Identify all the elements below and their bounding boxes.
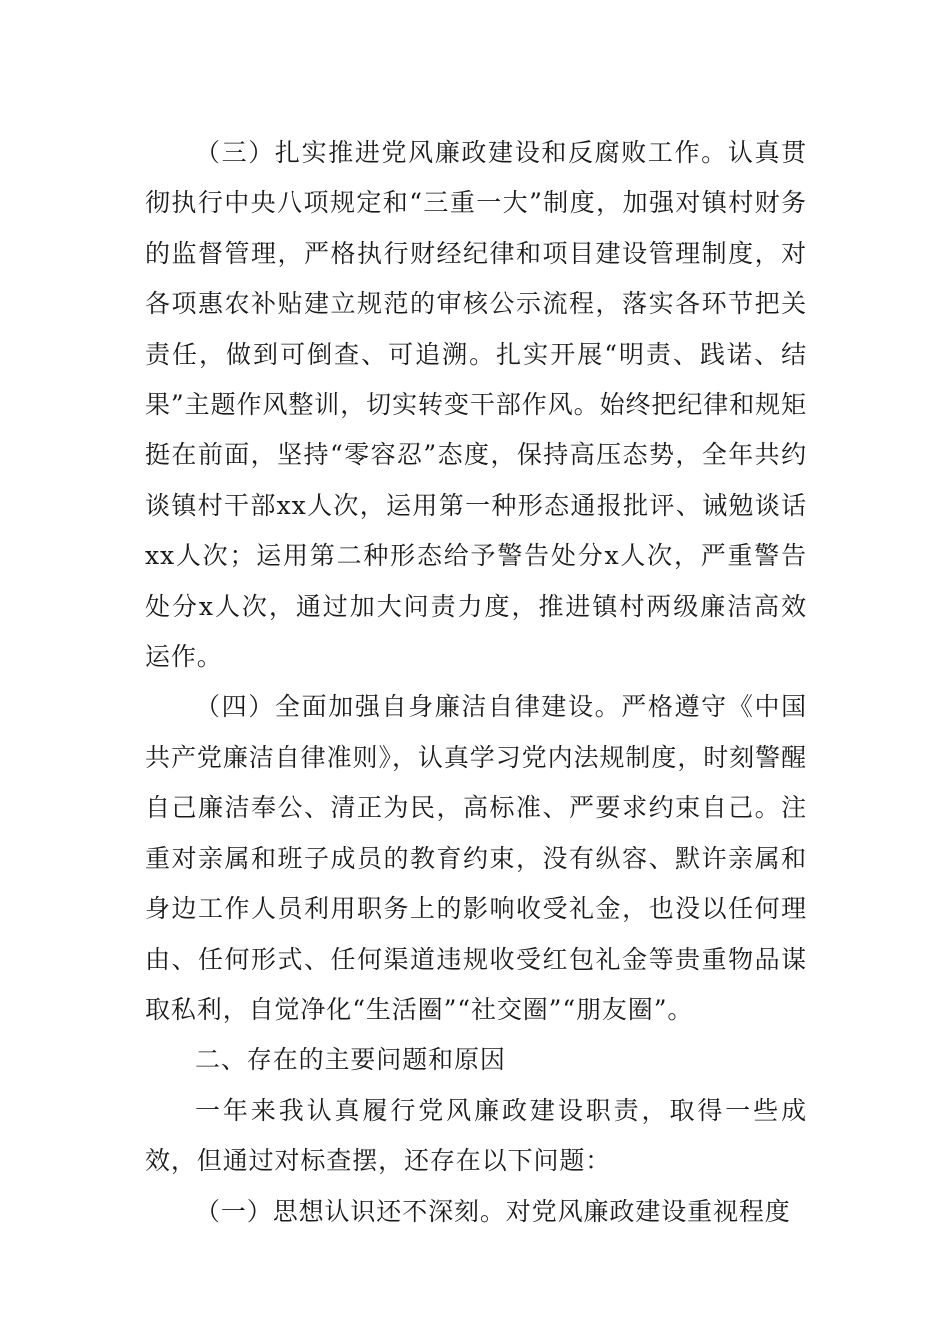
section-heading-main-problems: 二、存在的主要问题和原因: [195, 1045, 506, 1075]
paragraph-ideological-awareness: （一）思想认识还不深刻。对党风廉政建设重视程度: [195, 1196, 791, 1226]
paragraph-self-discipline: （四）全面加强自身廉洁自律建设。严格遵守《中国共产党廉洁自律准则》，认真学习党内法规制度，时刻警醒自己廉洁奉公、清正为民，高标准、严要求约束自己。注重对亲属和班子成员的教育约束，没有纵容、默许亲属和身边工作人员利用职务上的影响收受礼金，也没以任何理由、任何形式、任何渠道违规收受红包礼金等贵重物品谋取私利，自觉净化“生活圈”“社交圈”“朋友圈”。: [145, 692, 807, 1024]
paragraph-party-conduct-anticorruption: （三）扎实推进党风廉政建设和反腐败工作。认真贯彻执行中央八项规定和“三重一大”制度，加强对镇村财务的监督管理，严格执行财经纪律和项目建设管理制度，对各项惠农补贴建立规范的审核公示流程，落实各环节把关责任，做到可倒查、可追溯。扎实开展“明责、践诺、结果”主题作风整训，切实转变干部作风。始终把纪律和规矩挺在前面，坚持“零容忍”态度，保持高压态势，全年共约谈镇村干部xx人次，运用第一种形态通报批评、诫勉谈话xx人次；运用第二种形态给予警告处分x人次，严重警告处分x人次，通过加大问责力度，推进镇村两级廉洁高效运作。: [145, 138, 807, 672]
document-body: [145, 128, 807, 1237]
paragraph-problems-intro: 一年来我认真履行党风廉政建设职责，取得一些成效，但通过对标查摆，还存在以下问题：: [145, 1095, 807, 1176]
